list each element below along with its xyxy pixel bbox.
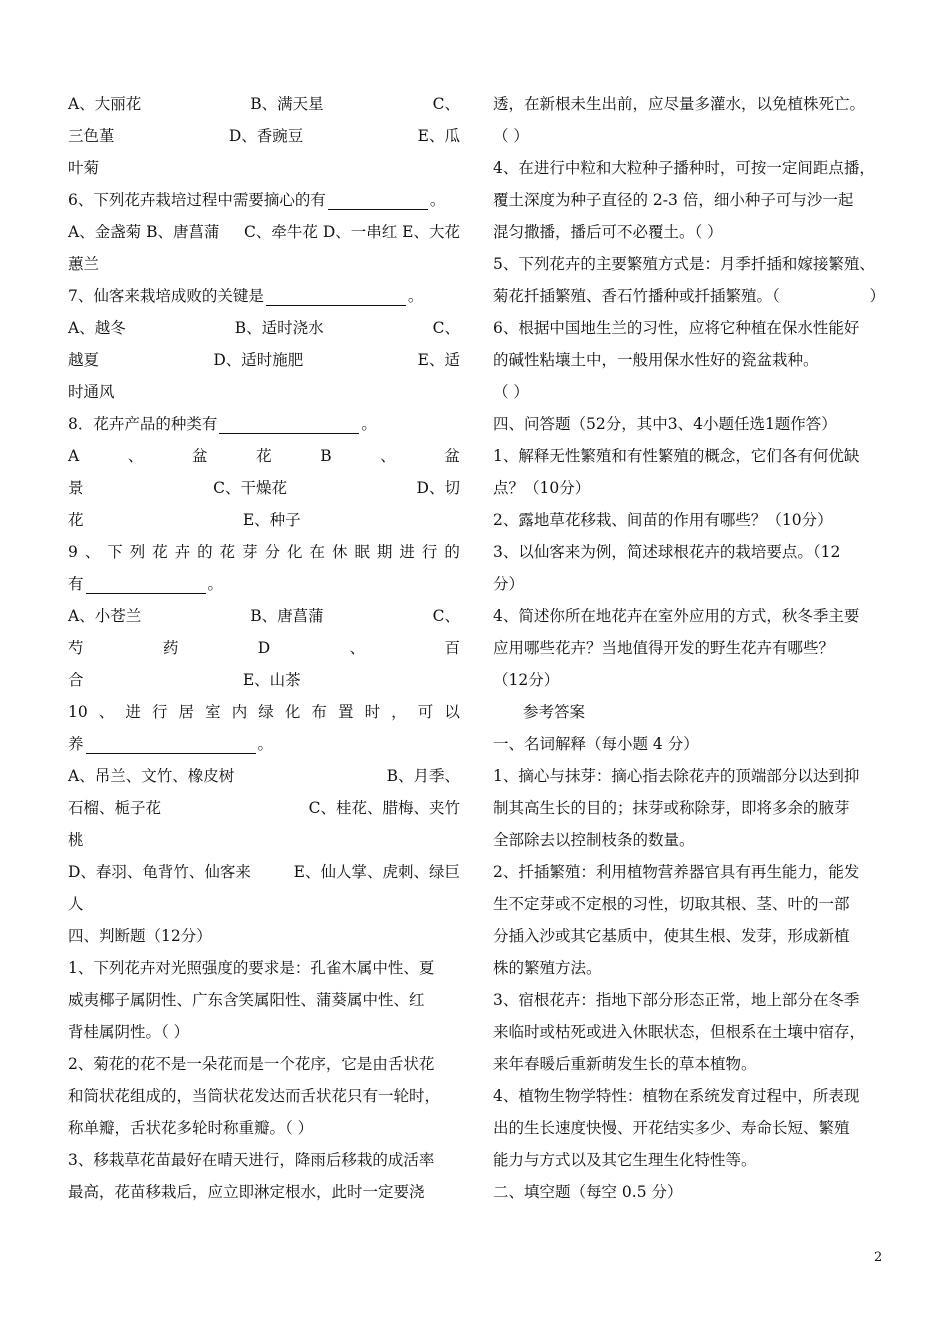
line-segment: 置 — [338, 703, 354, 721]
text-line — [493, 472, 885, 504]
line-segment: 1、解释无性繁殖和有性繁殖的概念，它们各有何优缺 — [493, 447, 860, 465]
text-line — [68, 1112, 460, 1144]
line-segment: 分） — [493, 575, 525, 593]
line-segment: 出的生长速度快慢、开花结实多少、寿命长短、繁殖 — [493, 1119, 850, 1137]
text-line — [68, 1016, 460, 1048]
text-line — [68, 632, 460, 664]
line-segment: 4、在进行中粒和大粒种子播种时，可按一定间距点播， — [493, 159, 875, 177]
line-text: 。 — [257, 735, 274, 753]
text-line — [493, 1048, 885, 1080]
answer-blank[interactable] — [328, 191, 428, 210]
line-segment: 合 — [68, 671, 84, 689]
text-line — [493, 248, 885, 280]
line-segment: A、金盏菊 B、唐菖蒲 — [68, 223, 220, 241]
text-line — [68, 984, 460, 1016]
line-segment: 3、移栽草花苗最好在晴天进行，降雨后移栽的成活率 — [68, 1151, 435, 1169]
line-segment: 混匀撒播，播后可不必覆土。（ ） — [493, 223, 723, 241]
line-segment: 布 — [311, 703, 327, 721]
line-segment: E、仙人掌、虎刺、绿巨 — [293, 863, 460, 881]
text-line — [493, 216, 885, 248]
line-segment: 背桂属阴性。（ ） — [68, 1023, 190, 1041]
line-segment: E、山茶 — [242, 671, 301, 689]
line-segment: D、香豌豆 — [228, 127, 304, 145]
line-segment: 3、宿根花卉：指地下部分形态正常，地上部分在冬季 — [493, 991, 860, 1009]
line-segment: 盆 — [444, 447, 460, 465]
line-segment: 4、简述你所在地花卉在室外应用的方式，秋冬季主要 — [493, 607, 860, 625]
text-line — [68, 408, 460, 440]
text-line — [493, 88, 885, 120]
line-segment: D、适时施肥 — [213, 351, 304, 369]
line-segment: A、越冬 — [68, 319, 126, 337]
text-line — [493, 728, 885, 760]
text-line — [493, 312, 885, 344]
text-line — [493, 408, 885, 440]
line-segment: B、月季、 — [386, 767, 460, 785]
text-line — [68, 568, 460, 600]
text-line — [493, 760, 885, 792]
text-line — [68, 184, 460, 216]
line-segment: 应用哪些花卉？当地值得开发的野生花卉有哪些？ — [493, 639, 835, 657]
line-segment: 参考答案 — [523, 703, 586, 721]
line-text: 6、下列花卉栽培过程中需要摘心的有 — [68, 191, 326, 209]
line-text: 养 — [68, 735, 84, 753]
line-segment: 盆 — [191, 447, 208, 465]
text-line — [493, 856, 885, 888]
line-segment: 四、判断题（12分） — [68, 927, 212, 945]
line-segment: B — [320, 447, 332, 465]
line-text: 。 — [207, 575, 224, 593]
line-segment: 、 — [380, 447, 396, 465]
text-line — [493, 952, 885, 984]
line-segment: 点？（10分） — [493, 479, 591, 497]
line-segment: 威夷椰子属阴性、广东含笑属阳性、蒲葵属中性、红 — [68, 991, 425, 1009]
line-segment: A、大丽花 — [68, 95, 142, 113]
line-segment: 分 — [264, 543, 281, 561]
text-line — [68, 1080, 460, 1112]
answer-blank[interactable] — [219, 415, 359, 434]
line-segment: 下 — [107, 543, 123, 561]
answer-blank[interactable] — [86, 735, 256, 754]
line-segment: 4、植物生物学特性：植物在系统发育过程中，所表现 — [493, 1087, 860, 1105]
line-segment: 二、填空题（每空 0.5 分） — [493, 1183, 683, 1201]
line-segment: 四、问答题（52分，其中3、4小题任选1题作答） — [493, 415, 837, 433]
line-segment: 花 — [219, 543, 236, 561]
line-segment: 以 — [444, 703, 460, 721]
line-segment: 人 — [68, 895, 84, 913]
line-segment: B、适时浇水 — [234, 319, 324, 337]
text-line — [68, 760, 460, 792]
line-segment: 卉 — [174, 543, 191, 561]
text-line — [493, 632, 885, 664]
line-segment: 5、下列花卉的主要繁殖方式是：月季扦插和嫁接繁殖、 — [493, 255, 875, 273]
line-segment: 百 — [444, 639, 460, 657]
line-segment: 休 — [331, 543, 348, 561]
text-line — [493, 184, 885, 216]
text-line — [493, 600, 885, 632]
text-line — [493, 536, 885, 568]
line-segment: C、 — [432, 319, 460, 337]
line-text: 。 — [361, 415, 377, 433]
text-line — [493, 1176, 885, 1208]
line-segment: 2、露地草花移栽、间苗的作用有哪些？（10分） — [493, 511, 833, 529]
line-text: 。 — [429, 191, 446, 209]
line-segment: 桃 — [68, 831, 84, 849]
line-segment: 可 — [417, 703, 434, 721]
line-segment: 花 — [256, 447, 272, 465]
text-line — [68, 216, 460, 248]
line-text: 7、仙客来栽培成败的关键是 — [68, 287, 264, 305]
answer-blank[interactable] — [86, 575, 206, 594]
line-segment: 绿 — [258, 703, 274, 721]
line-segment: 蕙兰 — [68, 255, 100, 273]
text-line — [493, 568, 885, 600]
line-segment: 、 — [349, 639, 366, 657]
line-segment: 10 — [68, 703, 88, 721]
line-segment: C、牵牛花 D、一串红 E、大花 — [244, 223, 460, 241]
text-line — [68, 120, 460, 152]
line-segment: A、吊兰、文竹、橡皮树 — [68, 767, 235, 785]
text-line — [493, 376, 885, 408]
text-line — [68, 504, 460, 536]
line-segment: 称单瓣，舌状花多轮时称重瓣。（ ） — [68, 1119, 314, 1137]
text-line — [493, 120, 885, 152]
line-segment: （ ） — [493, 383, 529, 401]
line-segment: 行 — [151, 703, 168, 721]
line-segment: 覆土深度为种子直径的 2-3 倍，细小种子可与沙一起 — [493, 191, 854, 209]
text-line — [68, 1144, 460, 1176]
text-line — [68, 536, 460, 568]
line-segment: 期 — [376, 543, 393, 561]
text-line — [68, 664, 460, 696]
line-segment: 透，在新根未生出前，应尽量多灌水，以免植株死亡。 — [493, 95, 866, 113]
line-segment: 居 — [178, 703, 195, 721]
text-line — [68, 728, 460, 760]
line-segment: 9 — [68, 543, 78, 561]
text-line — [68, 600, 460, 632]
line-segment: 行 — [421, 543, 438, 561]
line-segment: E、适 — [417, 351, 460, 369]
text-line — [68, 248, 460, 280]
line-segment: 室 — [205, 703, 221, 721]
line-segment: 花 — [68, 511, 84, 529]
line-segment: 一、名词解释（每小题 4 分） — [493, 735, 699, 753]
text-line — [68, 152, 460, 184]
text-line — [68, 344, 460, 376]
line-segment: C、桂花、腊梅、夹竹 — [308, 799, 460, 817]
text-line — [68, 952, 460, 984]
text-line — [493, 440, 885, 472]
line-segment: 1、摘心与抹芽：摘心指去除花卉的顶端部分以达到抑 — [493, 767, 860, 785]
text-line — [493, 504, 885, 536]
line-segment: 2、扦插繁殖：利用植物营养器官具有再生能力，能发 — [493, 863, 860, 881]
text-line — [493, 920, 885, 952]
line-segment: 和筒状花组成的，当筒状花发达而舌状花只有一轮时， — [68, 1087, 441, 1105]
text-line — [68, 440, 460, 472]
line-segment: D — [257, 639, 271, 657]
line-segment: 药 — [162, 639, 179, 657]
line-segment: 时通风 — [68, 383, 115, 401]
text-line — [493, 824, 885, 856]
line-text: 。 — [407, 287, 424, 305]
line-segment: 分插入沙或其它基质中，使其生根、发芽，形成新植 — [493, 927, 850, 945]
line-segment: 生不定芽或不定根的习性，切取其根、茎、叶的一部 — [493, 895, 850, 913]
line-segment: ， — [391, 703, 407, 721]
line-segment: C、 — [432, 607, 460, 625]
page-number: 2 — [874, 1250, 883, 1265]
line-segment: 时 — [364, 703, 381, 721]
text-line — [493, 696, 885, 728]
line-segment: （ ） — [493, 127, 529, 145]
line-segment: 6、根据中国地生兰的习性，应将它种植在保水性能好 — [493, 319, 860, 337]
line-segment: 列 — [129, 543, 146, 561]
text-line — [68, 792, 460, 824]
text-line — [68, 280, 460, 312]
right-column — [493, 88, 885, 1208]
answer-blank[interactable] — [266, 287, 406, 306]
text-line — [493, 1080, 885, 1112]
line-segment: 的 — [197, 543, 213, 561]
line-segment: 制其高生长的目的；抹芽或称除芽，即将多余的腋芽 — [493, 799, 850, 817]
line-segment: C、干燥花 — [213, 479, 287, 497]
line-segment: 进 — [399, 543, 415, 561]
text-line — [68, 88, 460, 120]
line-segment: 石榴、栀子花 — [68, 799, 162, 817]
line-text: 8．花卉产品的种类有 — [68, 415, 218, 433]
line-segment: D、春羽、龟背竹、仙客来 — [68, 863, 251, 881]
line-segment: 化 — [287, 543, 303, 561]
text-line — [68, 824, 460, 856]
line-segment: 化 — [284, 703, 301, 721]
text-line — [493, 280, 885, 312]
line-segment: B、满天星 — [250, 95, 324, 113]
line-segment: A — [68, 447, 80, 465]
line-segment: 越夏 — [68, 351, 100, 369]
text-line — [493, 1016, 885, 1048]
line-segment: 来临时或枯死或进入休眠状态，但根系在土壤中宿存， — [493, 1023, 866, 1041]
text-line — [68, 1176, 460, 1208]
line-text: 有 — [68, 575, 84, 593]
line-segment: 株的繁殖方法。 — [493, 959, 602, 977]
text-line — [493, 344, 885, 376]
line-segment: 、 — [127, 447, 144, 465]
line-segment: 3、以仙客来为例，简述球根花卉的栽培要点。（12 — [493, 543, 841, 561]
line-segment: A、小苍兰 — [68, 607, 142, 625]
line-segment: 芍 — [68, 639, 84, 657]
text-line — [68, 312, 460, 344]
line-segment: 最高，花苗移栽后，应立即淋定根水，此时一定要浇 — [68, 1183, 425, 1201]
text-line — [68, 472, 460, 504]
line-segment: C、 — [432, 95, 460, 113]
line-segment: E、种子 — [242, 511, 301, 529]
line-segment: 内 — [231, 703, 248, 721]
line-segment: 芽 — [242, 543, 258, 561]
line-segment: 菊花扦插繁殖、香石竹播种或扦插繁殖。（ — [493, 287, 780, 305]
line-segment: 、 — [84, 543, 101, 561]
line-segment: 花 — [152, 543, 168, 561]
text-line — [493, 664, 885, 696]
line-segment: 进 — [125, 703, 141, 721]
line-segment: 三色堇 — [68, 127, 115, 145]
text-line — [68, 856, 460, 888]
line-segment: E、瓜 — [417, 127, 460, 145]
line-segment: 景 — [68, 479, 84, 497]
text-line — [493, 152, 885, 184]
line-segment: 能力与方式以及其它生理生化特性等。 — [493, 1151, 757, 1169]
text-line — [493, 1144, 885, 1176]
text-line — [493, 1112, 885, 1144]
line-segment: 的 — [444, 543, 460, 561]
line-segment: （12分） — [493, 671, 560, 689]
text-line — [493, 888, 885, 920]
text-line — [68, 696, 460, 728]
line-segment: 、 — [98, 703, 115, 721]
text-line — [68, 920, 460, 952]
line-segment: 全部除去以控制枝条的数量。 — [493, 831, 695, 849]
line-segment: 来年春暖后重新萌发生长的草本植物。 — [493, 1055, 757, 1073]
line-segment: ） — [869, 287, 885, 305]
line-segment: 2、菊花的花不是一朵花而是一个花序，它是由舌状花 — [68, 1055, 435, 1073]
text-line — [493, 984, 885, 1016]
text-line — [493, 792, 885, 824]
text-line — [68, 376, 460, 408]
line-segment: B、唐菖蒲 — [250, 607, 324, 625]
line-segment: 的碱性粘壤土中，一般用保水性好的瓷盆栽种。 — [493, 351, 819, 369]
line-segment: D、切 — [416, 479, 460, 497]
line-segment: 在 — [309, 543, 326, 561]
line-segment: 叶菊 — [68, 159, 100, 177]
line-segment: 眠 — [354, 543, 370, 561]
line-segment: 1、下列花卉对光照强度的要求是：孔雀木属中性、夏 — [68, 959, 435, 977]
text-line — [68, 1048, 460, 1080]
left-column — [68, 88, 460, 1208]
text-line — [68, 888, 460, 920]
